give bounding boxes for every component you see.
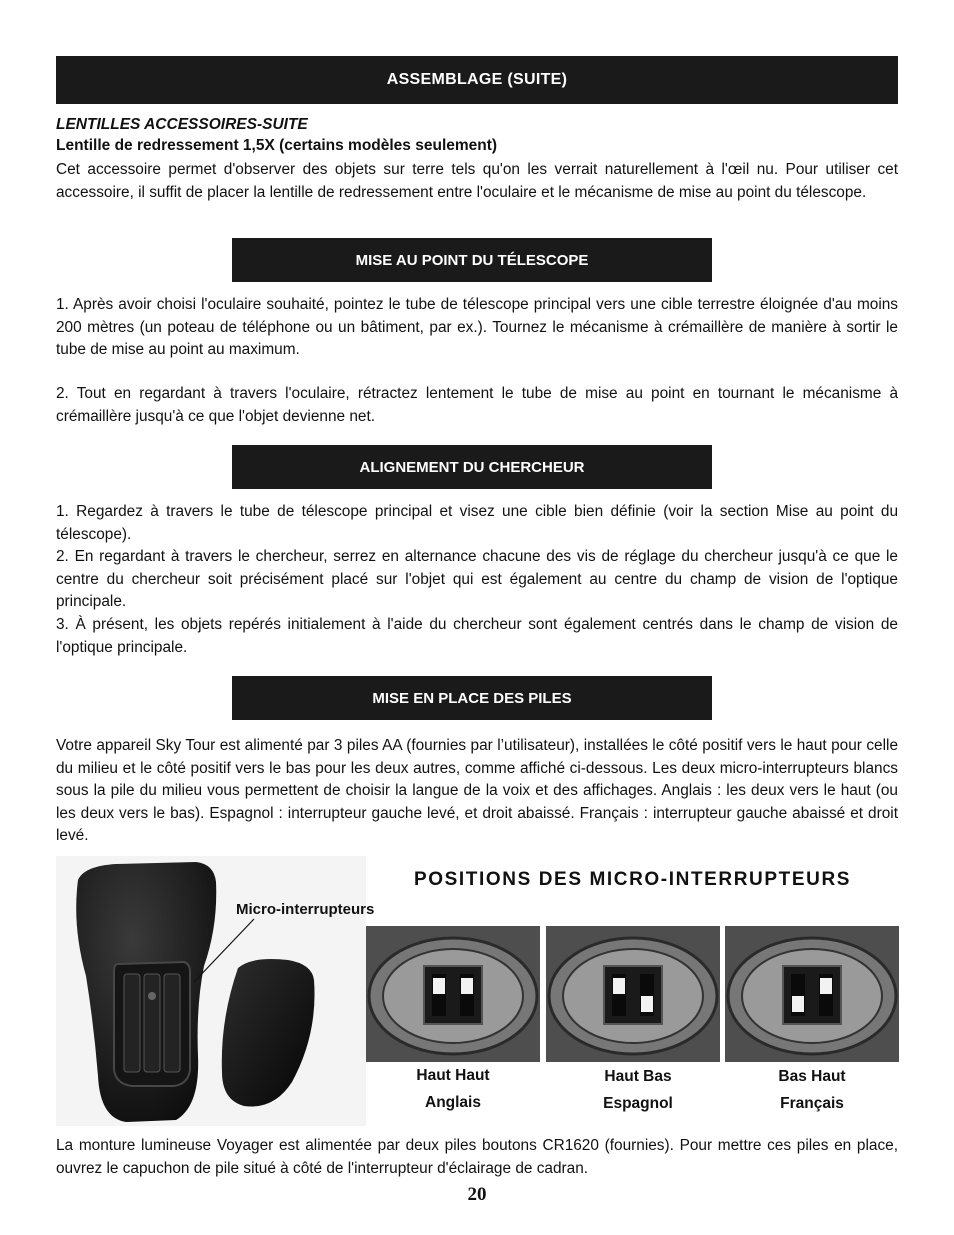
dip-caption-french	[725, 1063, 899, 1117]
lenses-subtitle: LENTILLES ACCESSOIRES-SUITE	[56, 116, 308, 133]
section-header-focus	[232, 238, 712, 282]
section-header-assemblage	[56, 56, 898, 104]
finder-step-1: 1. Regardez à travers le tube de télescope principal et visez une cible bien définie (voir la section Mise au point du télescope).	[56, 503, 898, 543]
switch-lever-up	[433, 978, 445, 994]
lens-title: Lentille de redressement 1,5X (certains modèles seulement)	[56, 137, 498, 154]
finder-title: ALIGNEMENT DU CHERCHEUR	[359, 458, 585, 476]
battery-slot-right	[164, 974, 180, 1072]
focus-step-1: 1. Après avoir choisi l'oculaire souhaité, pointez le tube de télescope principal vers une cible terrestre éloignée d'au moins 200 mètres (un poteau de téléphone ou un bâtiment, par ex.). Tournez le mécanisme à crémaillère de manière à sortir le tube de mise au point au maximum.	[56, 296, 898, 358]
focus-step-2: 2. Tout en regardant à travers l'oculaire, rétractez lentement le tube de mise au point en tournant le mécanisme à crémaillère jusqu'à ce que l'objet devienne net.	[56, 385, 898, 425]
section-header-finder	[232, 445, 712, 489]
section-header-batteries	[232, 676, 712, 720]
finder-step-3: 3. À présent, les objets repérés initialement à l'aide du chercheur sont également centrés dans le champ de vision de l'optique principale.	[56, 616, 898, 656]
language-label: Espagnol	[603, 1095, 673, 1112]
lens-paragraph: Cet accessoire permet d'observer des objets sur terre tels qu'on les verrait naturellement à l'œil nu. Pour utiliser cet accessoire, il suffit de placer la lentille de redressement entre l'oculaire et le mécanisme de mise au point du télescope.	[56, 161, 898, 201]
language-label: Anglais	[425, 1094, 481, 1111]
dip-caption-english	[366, 1062, 540, 1116]
finder-step-2: 2. En regardant à travers le chercheur, serrez en alternance chacune des vis de réglage du chercheur jusqu'à ce que le centre du chercheur soit précisément placé sur l'objet qui est également au centre du champ de vision de l'optique principale.	[56, 548, 898, 610]
switch-positions-label: Haut Bas	[604, 1068, 672, 1085]
section-header-title: ASSEMBLAGE (SUITE)	[386, 71, 568, 88]
page-number: 20	[467, 1184, 487, 1205]
switch-positions-label: Haut Haut	[416, 1067, 490, 1084]
dip-switch-location	[148, 992, 156, 1000]
batteries-paragraph: Votre appareil Sky Tour est alimenté par 3 piles AA (fournies par l’utilisateur), installées le côté positif vers le haut pour celle du milieu et le côté positif vers le bas pour les deux autres, comme affiché ci-dessous. Les deux micro-interrupteurs blancs sous la pile du milieu vous permettent de choisir la langue de la voix et des affichages. Anglais : les deux vers le haut (ou les deux vers le bas). Espagnol : interrupteur gauche levé, et droit abaissé. Français : interrupteur gauche abaissé et droit levé.	[56, 737, 898, 844]
focus-title: MISE AU POINT DU TÉLESCOPE	[355, 251, 589, 269]
switch-lever-up	[820, 978, 832, 994]
switch-lever-up	[613, 978, 625, 994]
dip-switch-photo-french	[725, 926, 899, 1062]
switch-lever-down	[792, 996, 804, 1012]
dip-caption-spanish	[551, 1063, 725, 1117]
dip-switch-photo-english	[366, 926, 540, 1062]
voyager-paragraph: La monture lumineuse Voyager est alimentée par deux piles boutons CR1620 (fournies). Pour mettre ces piles en place, ouvrez le capuchon de pile situé à côté de l'interrupteur d'éclairage de cadran.	[56, 1137, 898, 1177]
battery-slot-left	[124, 974, 140, 1072]
micro-switch-pointer-label: Micro-interrupteurs	[236, 901, 375, 918]
switch-lever-down	[641, 996, 653, 1012]
switch-positions-label: Bas Haut	[778, 1068, 846, 1085]
remote-illustration	[56, 856, 366, 1126]
dip-switch-figure-title: POSITIONS DES MICRO-INTERRUPTEURS	[414, 869, 852, 890]
batteries-title: MISE EN PLACE DES PILES	[372, 689, 572, 707]
switch-lever-up	[461, 978, 473, 994]
battery-slot-middle	[144, 974, 160, 1072]
dip-switch-photo-spanish	[546, 926, 720, 1062]
language-label: Français	[780, 1095, 844, 1112]
